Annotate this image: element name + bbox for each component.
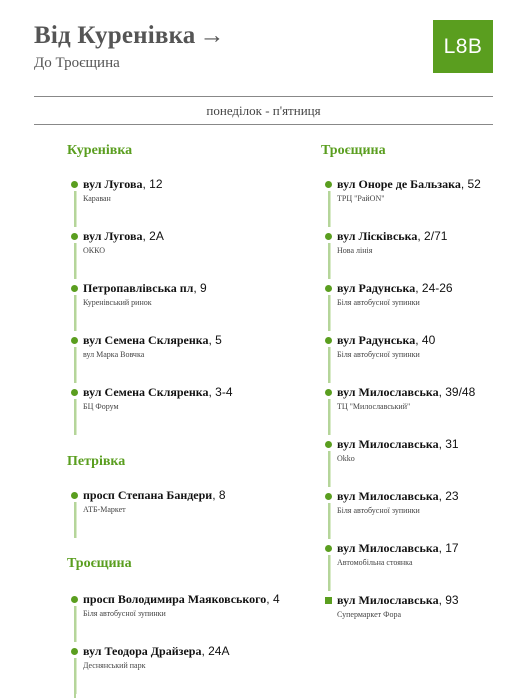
section-heading: Троєщина	[321, 143, 386, 158]
route-line	[328, 191, 330, 227]
stop-dot-icon	[71, 389, 78, 396]
route-line	[328, 555, 330, 591]
stop-address: просп Володимира Маяковського, 4	[83, 592, 280, 606]
divider-bottom	[34, 124, 493, 125]
stop-landmark: Біля автобусної зупинки	[83, 609, 166, 618]
stop-address: вул Лугова, 2А	[83, 229, 164, 243]
stop-address: вул Радунська, 24-26	[337, 281, 453, 295]
route-destination: До Троєщина	[34, 55, 120, 71]
stop-address: вул Милославська, 31	[337, 437, 459, 451]
stop-landmark: Караван	[83, 194, 111, 203]
stop-address: вул Милославська, 23	[337, 489, 459, 503]
stop-landmark: Біля автобусної зупинки	[337, 506, 420, 515]
route-origin: Від Куренівка	[34, 22, 196, 49]
stop-address: вул Милославська, 17	[337, 541, 459, 555]
route-line	[328, 347, 330, 383]
stop-address: вул Лугова, 12	[83, 177, 163, 191]
stop-address: вул Оноре де Бальзака, 52	[337, 177, 481, 191]
route-line	[74, 295, 76, 331]
route-title	[34, 22, 225, 50]
stop-address: вул Милославська, 39/48	[337, 385, 476, 399]
stop-landmark: АТБ-Маркет	[83, 505, 126, 514]
route-line	[328, 243, 330, 279]
stop-dot-icon	[71, 233, 78, 240]
divider-top	[34, 96, 493, 97]
stop-dot-icon	[325, 441, 332, 448]
route-line	[74, 347, 76, 383]
route-line	[328, 503, 330, 539]
route-line	[328, 399, 330, 435]
route-line	[74, 606, 76, 642]
route-header	[34, 20, 494, 80]
stop-dot-icon	[71, 596, 78, 603]
stop-landmark: БЦ Форум	[83, 402, 119, 411]
route-line	[328, 451, 330, 487]
stop-dot-icon	[325, 181, 332, 188]
stop-landmark: Деснянський парк	[83, 661, 146, 670]
section-heading: Троєщина	[67, 556, 132, 571]
stop-dot-icon	[71, 337, 78, 344]
stop-landmark: Нова лінія	[337, 246, 373, 255]
stop-dot-icon	[325, 493, 332, 500]
stop-address: вул Милославська, 93	[337, 593, 459, 607]
stop-address: вул Семена Скляренка, 5	[83, 333, 222, 347]
stop-landmark: ТРЦ "РайON"	[337, 194, 385, 203]
stop-dot-icon	[71, 181, 78, 188]
stop-dot-icon	[325, 545, 332, 552]
section-heading: Куренівка	[67, 143, 133, 158]
route-line	[74, 191, 76, 227]
stop-landmark: Куренівський ринок	[83, 298, 152, 307]
section-heading: Петрівка	[67, 454, 126, 469]
stop-landmark: ТЦ "Милославський"	[337, 402, 411, 411]
stop-landmark: Okko	[337, 454, 355, 463]
stop-dot-icon	[325, 337, 332, 344]
stop-dot-icon	[71, 492, 78, 499]
stop-address: Петропавлівська пл, 9	[83, 281, 207, 295]
stop-address: просп Степана Бандери, 8	[83, 488, 226, 502]
stop-address: вул Радунська, 40	[337, 333, 436, 347]
stop-address: вул Теодора Драйзера, 24А	[83, 644, 230, 658]
arrow-right-icon: →	[199, 22, 225, 49]
route-line	[74, 243, 76, 279]
stop-dot-icon	[325, 233, 332, 240]
stop-address: вул Лісківська, 2/71	[337, 229, 448, 243]
stop-landmark: вул Марка Вовчка	[83, 350, 145, 359]
stop-address: вул Семена Скляренка, 3-4	[83, 385, 233, 399]
route-line	[74, 502, 76, 538]
stop-landmark: Автомобільна стоянка	[337, 558, 413, 567]
schedule-days: понеділок - п'ятниця	[206, 103, 321, 118]
route-number-badge: L8B	[433, 20, 493, 73]
stop-dot-icon	[71, 648, 78, 655]
stop-landmark: Біля автобусної зупинки	[337, 350, 420, 359]
stop-dot-icon	[71, 285, 78, 292]
stop-landmark: ОККО	[83, 246, 106, 255]
route-line	[74, 399, 76, 435]
stop-landmark: Супермаркет Фора	[337, 610, 402, 619]
route-line	[328, 295, 330, 331]
stop-landmark: Біля автобусної зупинки	[337, 298, 420, 307]
stop-dot-icon	[325, 389, 332, 396]
stop-dot-icon	[325, 285, 332, 292]
stop-terminal-icon	[325, 597, 332, 604]
route-line	[74, 658, 76, 698]
